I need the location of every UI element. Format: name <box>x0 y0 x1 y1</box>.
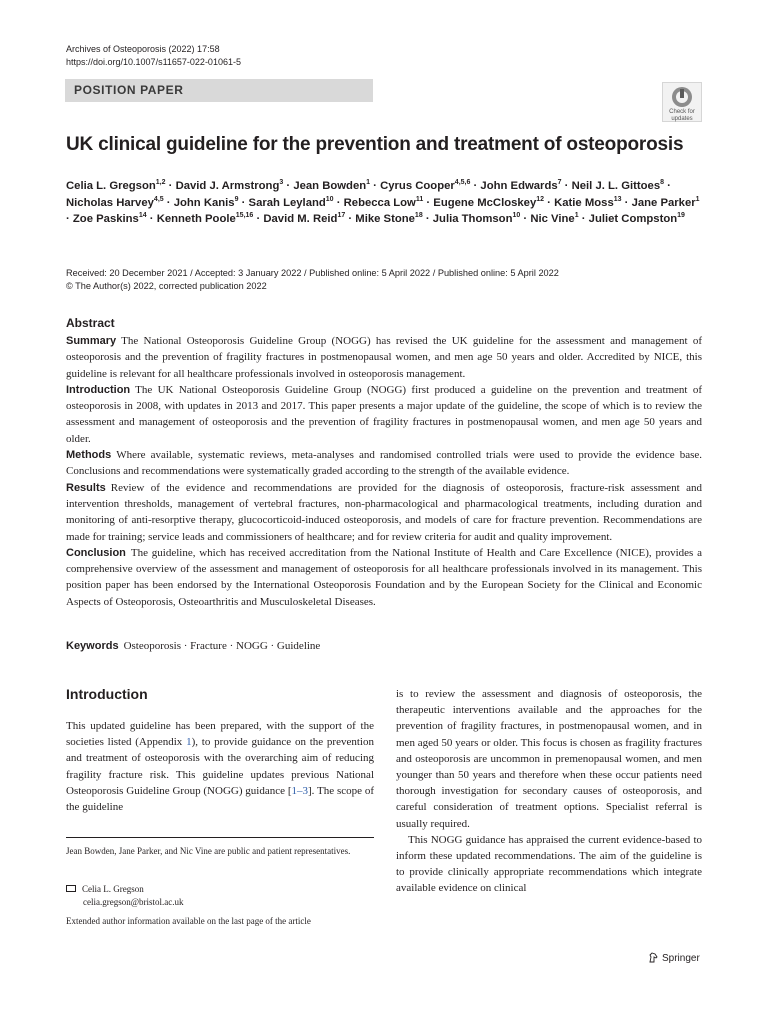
abstract-introduction <box>66 382 702 447</box>
corresponding-author <box>66 883 184 908</box>
intro-paragraph-continued: is to review the assessment and diagnosis of osteoporosis, the therapeutic interventions available and the approaches for the prevention of fragility fractures, in postmenopausal women, and in men aged 50 years or older. This focus is chosen as fragility fractures and osteoporosis are uncommon in premenopausal women, and men younger than 50 years and therefore when these occur patients need thorough investigation for secondary causes of osteoporosis, and careful consideration of treatment options. Specialist referral is usually required. <box>396 688 702 830</box>
body-column-left <box>66 718 374 815</box>
author-affiliation: 19 <box>677 212 685 220</box>
author-separator: · <box>163 196 174 209</box>
author-name[interactable]: Cyrus Cooper$^{4,5,6}$ <box>380 179 471 192</box>
received-accepted-dates: Received: 20 December 2021 / Accepted: 3 January 2022 / Published online: 5 April 2022 / Published online: 5 April 2022 <box>66 268 559 278</box>
author-name[interactable]: John Kanis$^9$ <box>173 195 239 209</box>
author-separator: · <box>283 180 294 192</box>
author-affiliation: 1 <box>695 195 700 203</box>
author-name[interactable]: Jane Parker$^1$ <box>631 195 700 209</box>
author-name[interactable]: Nicholas Harvey$^{4,5}$ <box>66 195 164 209</box>
footnote-divider <box>66 837 374 838</box>
intro-text-c: ]. The scope of the guideline <box>66 784 374 814</box>
copyright-line: © The Author(s) 2022, corrected publication 2022 <box>66 280 267 291</box>
publication-dates <box>66 267 559 292</box>
author-name[interactable]: Juliet Compston$^{19}$ <box>588 212 685 225</box>
author-affiliation: 10 <box>512 212 521 220</box>
author-affiliation: 15,16 <box>235 212 254 220</box>
author-name[interactable]: Celia L. Gregson$^{1,2}$ <box>66 179 166 192</box>
intro-paragraph-1 <box>66 718 374 815</box>
abstract-summary <box>66 333 702 382</box>
author-affiliation: 3 <box>279 179 284 187</box>
author-separator: · <box>370 180 381 192</box>
author-affiliation: 10 <box>325 195 334 203</box>
introduction-label: Introduction <box>66 383 131 396</box>
author-separator: · <box>238 196 249 209</box>
author-separator: · <box>520 213 531 225</box>
article-type-banner <box>65 79 373 102</box>
author-affiliation: 13 <box>613 195 622 203</box>
author-name[interactable]: Zoe Paskins$^{14}$ <box>72 212 147 225</box>
journal-reference: Archives of Osteoporosis (2022) 17:58 <box>66 44 220 54</box>
author-name[interactable]: Rebecca Low$^{11}$ <box>343 195 424 209</box>
author-list <box>66 178 706 228</box>
author-separator: · <box>544 196 555 209</box>
author-affiliation: 11 <box>415 195 424 203</box>
author-separator: · <box>561 180 572 192</box>
author-affiliation: 14 <box>138 212 147 220</box>
author-name[interactable]: David J. Armstrong$^3$ <box>175 179 284 192</box>
author-affiliation: 4,5 <box>153 195 164 203</box>
author-affiliation: 1,2 <box>155 179 166 187</box>
body-column-right <box>396 686 702 897</box>
author-affiliation: 8 <box>660 179 665 187</box>
results-label: Results <box>66 481 106 494</box>
keywords <box>66 640 320 652</box>
article-title: UK clinical guideline for the prevention and treatment of osteoporosis <box>66 134 684 155</box>
author-affiliation: 17 <box>337 212 346 220</box>
check-updates-label-1: Check for <box>669 109 695 115</box>
author-affiliation: 1 <box>574 212 579 220</box>
author-name[interactable]: David M. Reid$^{17}$ <box>263 212 346 225</box>
journal-citation <box>66 43 241 69</box>
author-affiliation: 1 <box>366 179 371 187</box>
publisher-logo <box>648 952 700 964</box>
abstract-results <box>66 480 702 545</box>
author-separator: · <box>345 213 356 225</box>
author-name[interactable]: Eugene McCloskey$^{12}$ <box>433 195 545 209</box>
corresponding-author-name: Celia L. Gregson <box>82 884 144 894</box>
author-name[interactable]: John Edwards$^7$ <box>480 179 562 192</box>
introduction-text: The UK National Osteoporosis Guideline Group (NOGG) first produced a guideline on the prevention and treatment of osteoporosis in 2008, with updates in 2013 and 2017. This paper presents a major update of the guideline, the scope of which is to review the assessment and management of osteoporosis and the prevention of fragility fractures in postmenopausal women, and men age 50 years and older. <box>66 383 702 445</box>
citation-link[interactable]: 1–3 <box>291 784 308 797</box>
abstract <box>66 316 702 610</box>
author-affiliation: 18 <box>414 212 423 220</box>
author-affiliation: 7 <box>557 179 562 187</box>
check-for-updates-badge[interactable] <box>662 82 702 122</box>
abstract-heading: Abstract <box>66 316 115 330</box>
intro-paragraph-2: This NOGG guidance has appraised the current evidence-based to inform these updated recommendations. The aim of the guideline is to provide clinically appropriate recommendations which integrate available evidence on clinical <box>396 833 702 895</box>
doi-link[interactable]: https://doi.org/10.1007/s11657-022-01061-5 <box>66 57 241 67</box>
author-separator: · <box>423 196 434 209</box>
author-affiliation: 4,5,6 <box>454 179 471 187</box>
author-name[interactable]: Katie Moss$^{13}$ <box>554 195 622 209</box>
representatives-footnote: Jean Bowden, Jane Parker, and Nic Vine are public and patient representatives. <box>66 846 351 856</box>
author-separator: · <box>422 213 433 225</box>
conclusion-text: The guideline, which has received accreditation from the National Institute of Health and Care Excellence (NICE), provides a comprehensive overview of the assessment and management of osteoporosis for all healthcare professionals involved in its management. This position paper has been endorsed by the International Osteoporosis Foundation and by the European Society for the Clinical and Economic Aspects of Osteoporosis, Osteoarthritis and Musculoskeletal Diseases. <box>66 546 702 608</box>
appendix-link[interactable]: 1 <box>186 736 192 749</box>
intro-text-a: This updated guideline has been prepared, with the support of the societies listed (Appendix <box>66 720 374 749</box>
methods-label: Methods <box>66 449 112 462</box>
introduction-heading: Introduction <box>66 686 148 702</box>
check-updates-icon <box>671 86 693 108</box>
author-name[interactable]: Sarah Leyland$^{10}$ <box>248 195 334 209</box>
check-updates-label-2: updates <box>671 116 693 122</box>
article-type-label: POSITION PAPER <box>74 83 184 97</box>
methods-text: Where available, systematic reviews, meta-analyses and randomised controlled trials were used to provide the evidence base. Conclusions and recommendations were systematically graded according to the strength of the available evidence. <box>66 449 702 478</box>
extended-author-info: Extended author information available on the last page of the article <box>66 916 311 926</box>
author-name[interactable]: Nic Vine$^1$ <box>530 212 579 225</box>
author-name[interactable]: Julia Thomson$^{10}$ <box>432 212 521 225</box>
author-name[interactable]: Neil J. L. Gittoes$^8$ <box>571 179 665 192</box>
author-separator: · <box>165 180 176 192</box>
summary-label: Summary <box>66 335 117 347</box>
author-separator: · <box>333 196 344 209</box>
abstract-conclusion <box>66 545 702 610</box>
conclusion-label: Conclusion <box>66 546 126 559</box>
author-separator: · <box>470 180 481 192</box>
abstract-methods <box>66 447 702 480</box>
intro-text-b: ), to provide guidance on the prevention and treatment of osteoporosis with the overarching aim of reducing fragility fracture risk. This guideline updates previous National Osteoporosis Guideline Group (NOGG) guidance [ <box>66 736 374 797</box>
springer-horse-icon <box>648 952 659 963</box>
envelope-icon <box>66 885 76 892</box>
author-name[interactable]: Kenneth Poole$^{15,16}$ <box>156 212 254 225</box>
author-affiliation: 12 <box>536 195 545 203</box>
author-separator: · <box>66 213 73 225</box>
author-separator: · <box>253 213 264 225</box>
publisher-name: Springer <box>662 953 700 964</box>
summary-text: The National Osteoporosis Guideline Group (NOGG) has revised the UK guideline for the assessment and management of osteoporosis and the prevention of fragility fractures in postmenopausal women, and men age 50 years and older. Accredited by NICE, this guideline is relevant for all healthcare professionals involved in osteoporosis management. <box>66 335 702 380</box>
corresponding-author-email[interactable]: celia.gregson@bristol.ac.uk <box>83 896 184 907</box>
author-separator: · <box>146 213 157 225</box>
author-separator: · <box>664 180 671 192</box>
keywords-value: Osteoporosis · Fracture · NOGG · Guideline <box>123 640 321 652</box>
results-text: Review of the evidence and recommendations are provided for the diagnosis of osteoporosis, fracture-risk assessment and intervention thresholds, management of vertebral fractures, non-pharmacological and pharmacological treatments, including duration and monitoring of anti-resorptive therapy, glucocorticoid-induced osteoporosis, and models of care for fracture prevention. Recommendations are made for training; service leads and commissioners of healthcare; and for review criteria for audit and quality improvement. <box>66 481 702 543</box>
author-name[interactable]: Mike Stone$^{18}$ <box>355 212 423 225</box>
keywords-label: Keywords <box>66 640 119 652</box>
author-name[interactable]: Jean Bowden$^1$ <box>293 179 371 192</box>
author-separator: · <box>621 196 632 209</box>
author-affiliation: 9 <box>234 195 239 203</box>
author-separator: · <box>578 213 589 225</box>
